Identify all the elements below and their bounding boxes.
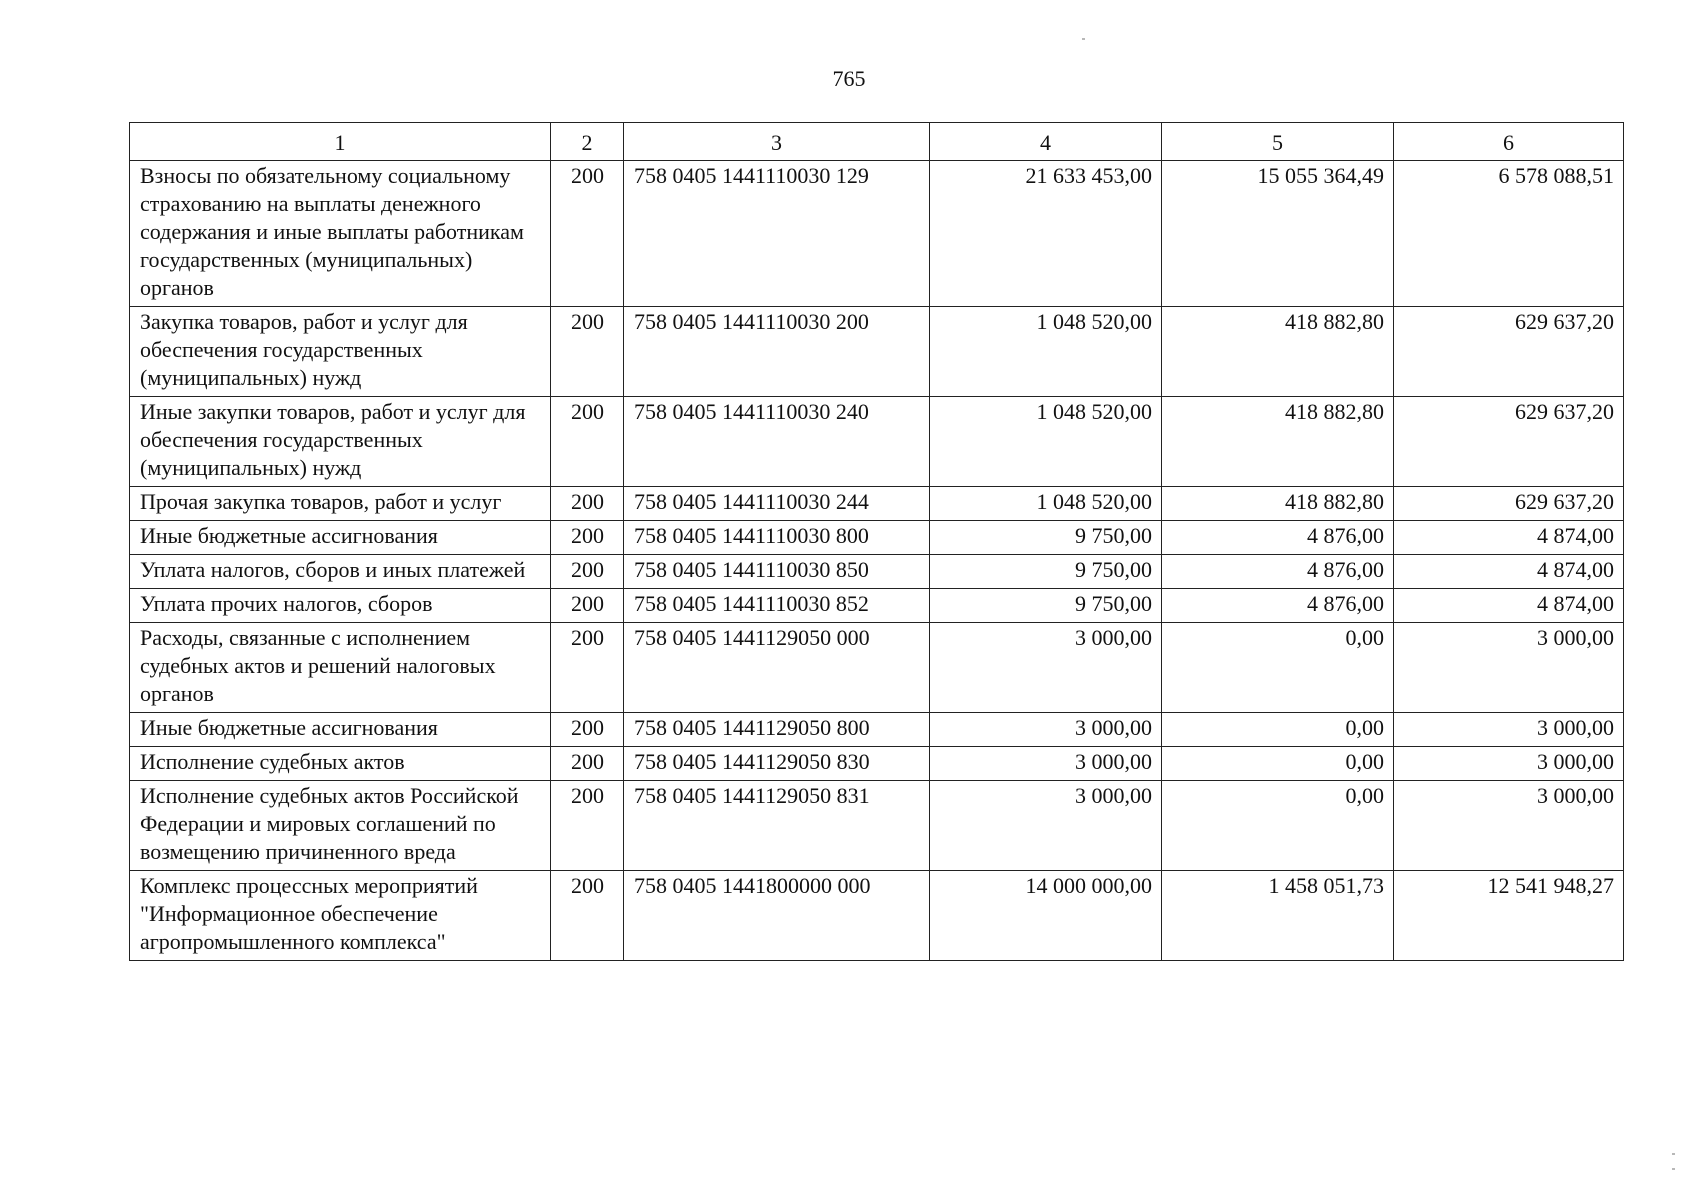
unexecuted-amount-cell: 3 000,00 (1394, 713, 1624, 747)
unexecuted-amount-cell: 4 874,00 (1394, 555, 1624, 589)
unexecuted-amount-cell: 4 874,00 (1394, 521, 1624, 555)
unexecuted-amount-cell: 12 541 948,27 (1394, 871, 1624, 961)
approved-amount-cell: 9 750,00 (930, 555, 1162, 589)
approved-amount-cell: 21 633 453,00 (930, 161, 1162, 307)
executed-amount-cell: 4 876,00 (1162, 589, 1394, 623)
line-code-cell: 200 (551, 487, 624, 521)
column-header-6: 6 (1394, 123, 1624, 161)
unexecuted-amount-cell: 6 578 088,51 (1394, 161, 1624, 307)
expense-name-cell: Прочая закупка товаров, работ и услуг (130, 487, 551, 521)
table-row (130, 781, 1624, 871)
expense-name-cell: Исполнение судебных актов Российской Федерации и мировых соглашений по возмещению причиненного вреда (130, 781, 551, 871)
table-row (130, 747, 1624, 781)
unexecuted-amount-cell: 629 637,20 (1394, 487, 1624, 521)
table-row (130, 521, 1624, 555)
executed-amount-cell: 418 882,80 (1162, 487, 1394, 521)
column-header-4: 4 (930, 123, 1162, 161)
line-code-cell: 200 (551, 161, 624, 307)
expense-name-cell: Взносы по обязательному социальному страхованию на выплаты денежного содержания и иные выплаты работникам государственных (муниципальных) органов (130, 161, 551, 307)
unexecuted-amount-cell: 629 637,20 (1394, 397, 1624, 487)
executed-amount-cell: 418 882,80 (1162, 307, 1394, 397)
approved-amount-cell: 1 048 520,00 (930, 397, 1162, 487)
approved-amount-cell: 9 750,00 (930, 521, 1162, 555)
executed-amount-cell: 4 876,00 (1162, 555, 1394, 589)
budget-classification-code-cell: 758 0405 1441110030 850 (624, 555, 930, 589)
executed-amount-cell: 1 458 051,73 (1162, 871, 1394, 961)
approved-amount-cell: 9 750,00 (930, 589, 1162, 623)
table-row (130, 623, 1624, 713)
unexecuted-amount-cell: 3 000,00 (1394, 623, 1624, 713)
line-code-cell: 200 (551, 623, 624, 713)
approved-amount-cell: 14 000 000,00 (930, 871, 1162, 961)
expense-name-cell: Иные бюджетные ассигнования (130, 713, 551, 747)
executed-amount-cell: 0,00 (1162, 747, 1394, 781)
approved-amount-cell: 3 000,00 (930, 747, 1162, 781)
unexecuted-amount-cell: 3 000,00 (1394, 781, 1624, 871)
column-header-1: 1 (130, 123, 551, 161)
expense-name-cell: Иные бюджетные ассигнования (130, 521, 551, 555)
budget-classification-code-cell: 758 0405 1441129050 831 (624, 781, 930, 871)
approved-amount-cell: 3 000,00 (930, 713, 1162, 747)
table-row (130, 487, 1624, 521)
line-code-cell: 200 (551, 871, 624, 961)
expense-name-cell: Исполнение судебных актов (130, 747, 551, 781)
budget-classification-code-cell: 758 0405 1441110030 852 (624, 589, 930, 623)
column-header-3: 3 (624, 123, 930, 161)
approved-amount-cell: 3 000,00 (930, 623, 1162, 713)
line-code-cell: 200 (551, 307, 624, 397)
budget-classification-code-cell: 758 0405 1441110030 129 (624, 161, 930, 307)
line-code-cell: 200 (551, 747, 624, 781)
budget-classification-code-cell: 758 0405 1441110030 244 (624, 487, 930, 521)
table-row (130, 397, 1624, 487)
line-code-cell: 200 (551, 397, 624, 487)
executed-amount-cell: 0,00 (1162, 713, 1394, 747)
executed-amount-cell: 0,00 (1162, 623, 1394, 713)
budget-classification-code-cell: 758 0405 1441110030 240 (624, 397, 930, 487)
line-code-cell: 200 (551, 781, 624, 871)
table-row (130, 871, 1624, 961)
budget-execution-table (129, 122, 1624, 961)
line-code-cell: 200 (551, 555, 624, 589)
table-row (130, 555, 1624, 589)
expense-name-cell: Расходы, связанные с исполнением судебных актов и решений налоговых органов (130, 623, 551, 713)
table-row (130, 161, 1624, 307)
approved-amount-cell: 1 048 520,00 (930, 487, 1162, 521)
column-header-5: 5 (1162, 123, 1394, 161)
column-number-row (130, 123, 1624, 161)
expense-name-cell: Уплата прочих налогов, сборов (130, 589, 551, 623)
approved-amount-cell: 3 000,00 (930, 781, 1162, 871)
budget-classification-code-cell: 758 0405 1441129050 800 (624, 713, 930, 747)
expense-name-cell: Иные закупки товаров, работ и услуг для обеспечения государственных (муниципальных) нужд (130, 397, 551, 487)
executed-amount-cell: 4 876,00 (1162, 521, 1394, 555)
scan-speck (1082, 38, 1085, 40)
table-row (130, 589, 1624, 623)
unexecuted-amount-cell: 3 000,00 (1394, 747, 1624, 781)
expense-name-cell: Комплекс процессных мероприятий "Информационное обеспечение агропромышленного комплекса" (130, 871, 551, 961)
unexecuted-amount-cell: 629 637,20 (1394, 307, 1624, 397)
budget-classification-code-cell: 758 0405 1441110030 200 (624, 307, 930, 397)
budget-classification-code-cell: 758 0405 1441110030 800 (624, 521, 930, 555)
scan-speck (1672, 1153, 1675, 1155)
line-code-cell: 200 (551, 521, 624, 555)
page-number: 765 (832, 66, 866, 91)
scan-speck (1672, 1168, 1675, 1170)
table-row (130, 307, 1624, 397)
line-code-cell: 200 (551, 713, 624, 747)
expense-name-cell: Уплата налогов, сборов и иных платежей (130, 555, 551, 589)
budget-classification-code-cell: 758 0405 1441129050 000 (624, 623, 930, 713)
column-header-2: 2 (551, 123, 624, 161)
executed-amount-cell: 418 882,80 (1162, 397, 1394, 487)
expense-name-cell: Закупка товаров, работ и услуг для обеспечения государственных (муниципальных) нужд (130, 307, 551, 397)
budget-classification-code-cell: 758 0405 1441129050 830 (624, 747, 930, 781)
executed-amount-cell: 0,00 (1162, 781, 1394, 871)
approved-amount-cell: 1 048 520,00 (930, 307, 1162, 397)
budget-classification-code-cell: 758 0405 1441800000 000 (624, 871, 930, 961)
unexecuted-amount-cell: 4 874,00 (1394, 589, 1624, 623)
line-code-cell: 200 (551, 589, 624, 623)
table-row (130, 713, 1624, 747)
executed-amount-cell: 15 055 364,49 (1162, 161, 1394, 307)
